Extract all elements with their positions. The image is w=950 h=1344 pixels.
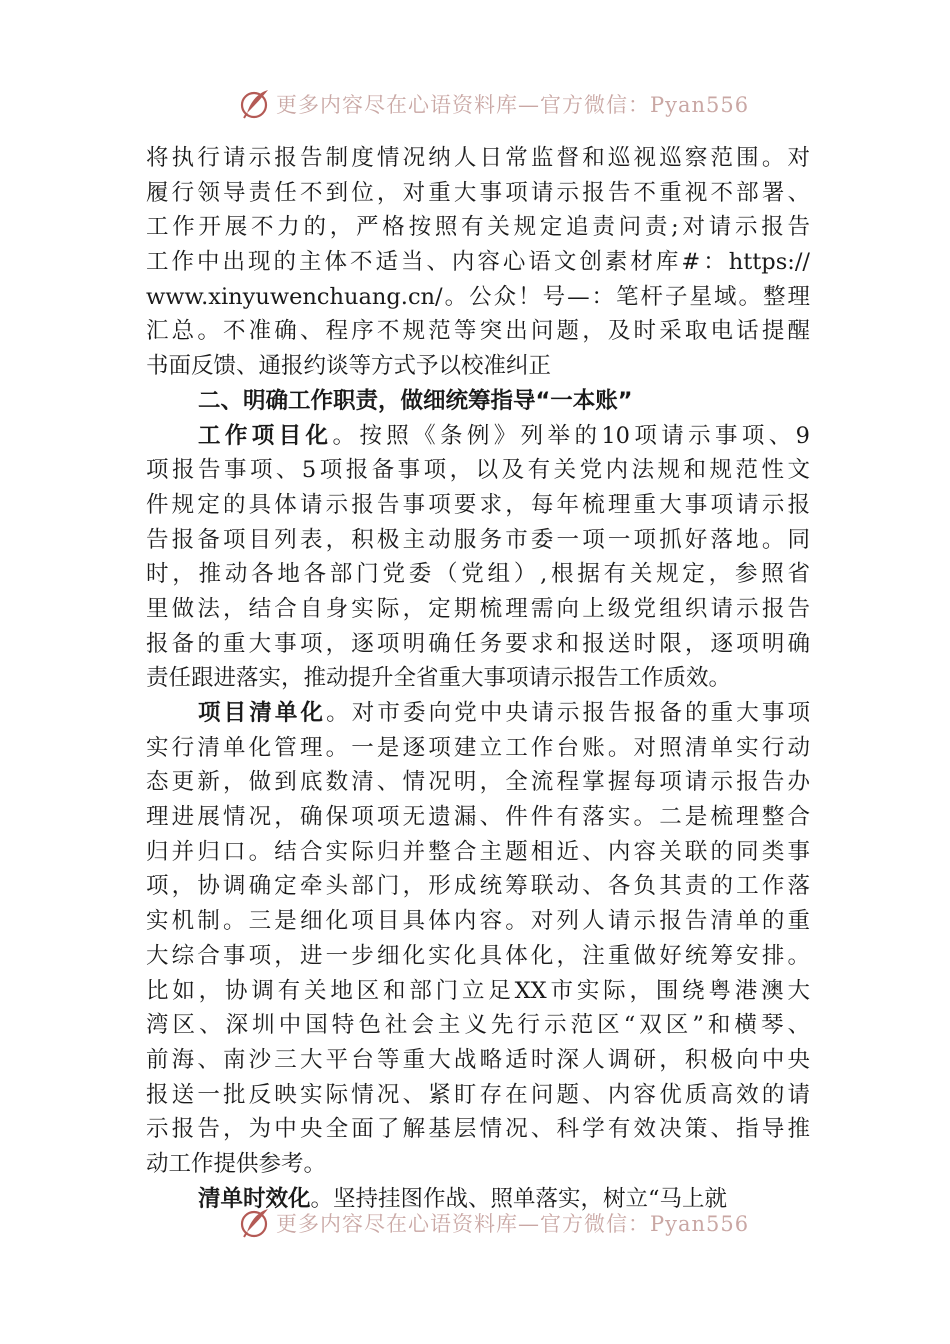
- text-line: 汇总。不准确、程序不规范等突出问题，及时采取电话提醒: [146, 318, 810, 345]
- watermark-text: 更多内容尽在心语资料库—官方微信：Pyan556: [276, 93, 750, 117]
- text-line: 前海、南沙三大平台等重大战略适时深人调研，积极向中央: [146, 1046, 810, 1073]
- text-line: 履行领导责任不到位，对重大事项请示报告不重视不部署、: [146, 179, 810, 206]
- text-line: 比如，协调有关地区和部门立足XX市实际，围绕粤港澳大: [146, 977, 810, 1004]
- feather-pen-logo-icon: [238, 1206, 272, 1240]
- text-line: 告报备项目列表，积极主动服务市委一项一项抓好落地。同: [146, 526, 810, 553]
- text-line: 将执行请示报告制度情况纳人日常监督和巡视巡察范围。对: [146, 145, 810, 171]
- text-line: 书面反馈、通报约谈等方式予以校准纠正: [146, 353, 552, 380]
- paragraph-1: [146, 141, 810, 384]
- paragraph-2: [146, 419, 810, 697]
- text-line: www.xinyuwenchuang.cn/。公众！号—：笔杆子星域。整理: [146, 283, 810, 310]
- text-line: 工作开展不力的，严格按照有关规定追责问责;对请示报告: [146, 214, 810, 241]
- text-line: [146, 419, 810, 454]
- text-line: 湾区、深圳中国特色社会主义先行示范区“双区”和横琴、: [146, 1012, 810, 1039]
- text-line: 责任跟进落实，推动提升全省重大事项请示报告工作质效。: [146, 665, 732, 692]
- paragraph-lead: 工作项目化: [198, 422, 333, 449]
- watermark-banner-top: [238, 84, 758, 124]
- text-line: 时，推动各地各部门党委（党组）,根据有关规定，参照省: [146, 561, 810, 588]
- text-line: 件规定的具体请示报告事项要求，每年梳理重大事项请示报: [146, 491, 810, 518]
- paragraph-text: 。按照《条例》列举的10项请示事项、9: [332, 422, 810, 449]
- text-line: 实机制。三是细化项目具体内容。对列人请示报告清单的重: [146, 908, 810, 935]
- article-body: [146, 141, 810, 1216]
- paragraph-text: 。对市委向党中央请示报告报备的重大事项: [326, 700, 810, 726]
- text-line: 工作中出现的主体不适当、内容心语文创素材库#：https://: [146, 249, 810, 276]
- text-line: [146, 696, 810, 731]
- watermark-banner-bottom: [238, 1203, 758, 1243]
- text-line: 动工作提供参考。: [146, 1150, 327, 1177]
- text-line: 项报告事项、5项报备事项，以及有关党内法规和规范性文: [146, 457, 810, 484]
- paragraph-lead: 清单时效化: [198, 1185, 311, 1212]
- text-line: 项，协调确定牵头部门，形成统筹联动、各负其责的工作落: [146, 873, 810, 900]
- text-line: 归并归口。结合实际归并整合主题相近、内容关联的同类事: [146, 838, 810, 865]
- text-line: 大综合事项，进一步细化实化具体化，注重做好统筹安排。: [146, 942, 810, 969]
- watermark-text: 更多内容尽在心语资料库—官方微信：Pyan556: [276, 1212, 750, 1236]
- paragraph-3: [146, 696, 810, 1182]
- text-line: 态更新，做到底数清、情况明，全流程掌握每项请示报告办: [146, 769, 810, 796]
- text-line: 实行清单化管理。一是逐项建立工作台账。对照清单实行动: [146, 734, 810, 761]
- text-line: 报备的重大事项，逐项明确任务要求和报送时限，逐项明确: [146, 630, 810, 657]
- text-line: 理进展情况，确保项项无遗漏、件件有落实。二是梳理整合: [146, 804, 810, 831]
- text-line: 示报告，为中央全面了解基层情况、科学有效决策、指导推: [146, 1116, 810, 1143]
- paragraph-text: 。坚持挂图作战、照单落实，树立“马上就: [310, 1185, 728, 1212]
- section-heading: 二、明确工作职责，做细统筹指导“一本账”: [198, 387, 633, 414]
- feather-pen-logo-icon: [238, 87, 272, 121]
- paragraph-lead: 项目清单化: [198, 700, 327, 726]
- text-line: 报送一批反映实际情况、紧盯存在问题、内容优质高效的请: [146, 1081, 810, 1108]
- text-line: 里做法，结合自身实际，定期梳理需向上级党组织请示报告: [146, 595, 810, 622]
